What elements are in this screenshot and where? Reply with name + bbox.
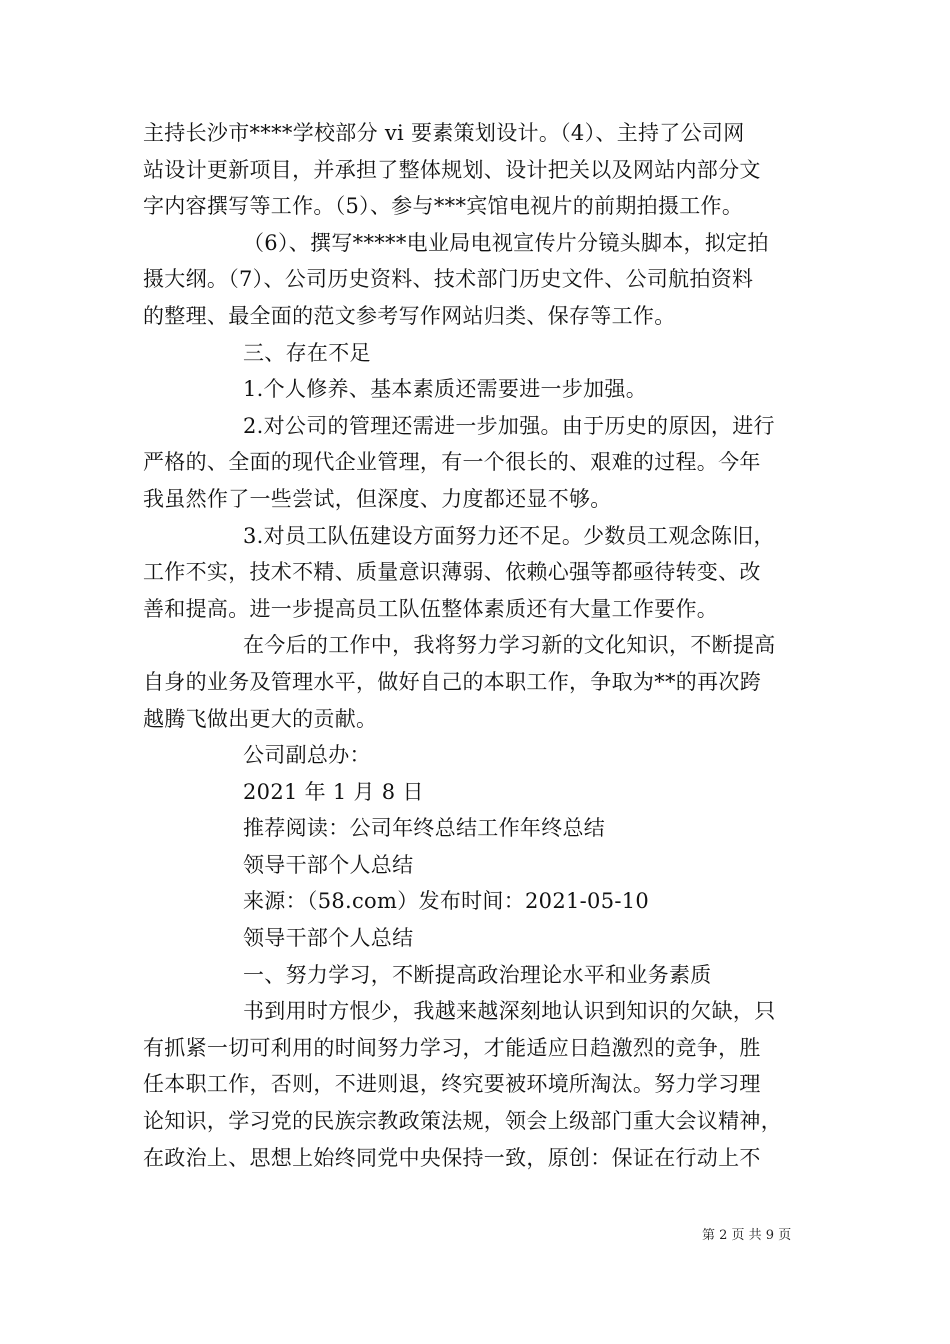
paragraph-line: 来源：（58.com）发布时间：2021-05-10 [243, 889, 650, 914]
paragraph-line: 越腾飞做出更大的贡献。 [143, 706, 378, 731]
paragraph-line: 善和提高。进一步提高员工队伍整体素质还有大量工作要作。 [143, 596, 719, 621]
paragraph-line: 领导干部个人总结 [243, 926, 414, 951]
paragraph-line: 在政治上、思想上始终同党中央保持一致，原创：保证在行动上不 [143, 1145, 761, 1170]
paragraph-line: 公司副总办： [243, 743, 371, 768]
paragraph-line: 有抓紧一切可利用的时间努力学习，才能适应日趋激烈的竞争，胜 [143, 1035, 761, 1060]
document-body [143, 115, 815, 1176]
paragraph-line: 的整理、最全面的范文参考写作网站归类、保存等工作。 [143, 303, 676, 328]
paragraph-line: 3.对员工队伍建设方面努力还不足。少数员工观念陈旧， [243, 523, 775, 548]
paragraph-line: 主持长沙市****学校部分 vi 要素策划设计。（4）、主持了公司网 [143, 121, 745, 145]
paragraph-line: 2.对公司的管理还需进一步加强。由于历史的原因，进行 [243, 413, 775, 438]
paragraph-line: 自身的业务及管理水平，做好自己的本职工作，争取为**的再次跨 [143, 669, 761, 694]
paragraph-line: 我虽然作了一些尝试，但深度、力度都还显不够。 [143, 486, 612, 511]
paragraph-line: 三、存在不足 [243, 340, 371, 365]
paragraph-line: （6）、撰写*****电业局电视宣传片分镜头脚本，拟定拍 [243, 230, 769, 255]
paragraph-line: 严格的、全面的现代企业管理，有一个很长的、艰难的过程。今年 [143, 450, 761, 475]
paragraph-line: 2021 年 1 月 8 日 [243, 779, 424, 804]
page-number-footer: 第 2 页 共 9 页 [702, 1228, 792, 1243]
paragraph-line: 摄大纲。（7）、公司历史资料、技术部门历史文件、公司航拍资料 [143, 267, 754, 292]
paragraph-line: 论知识，学习党的民族宗教政策法规，领会上级部门重大会议精神， [143, 1109, 782, 1134]
paragraph-line: 在今后的工作中，我将努力学习新的文化知识，不断提高 [243, 633, 776, 658]
paragraph-line: 任本职工作，否则，不进则退，终究要被环境所淘汰。努力学习理 [143, 1072, 761, 1097]
paragraph-line: 字内容撰写等工作。（5）、参与***宾馆电视片的前期拍摄工作。 [143, 194, 744, 219]
paragraph-line: 1.个人修养、基本素质还需要进一步加强。 [243, 377, 648, 402]
paragraph-line: 领导干部个人总结 [243, 852, 414, 877]
paragraph-line: 推荐阅读：公司年终总结工作年终总结 [243, 816, 606, 841]
paragraph-line: 一、努力学习，不断提高政治理论水平和业务素质 [243, 962, 712, 987]
paragraph-line: 书到用时方恨少，我越来越深刻地认识到知识的欠缺，只 [243, 999, 776, 1024]
paragraph-line: 工作不实，技术不精、质量意识薄弱、依赖心强等都亟待转变、改 [143, 560, 761, 585]
paragraph-line: 站设计更新项目，并承担了整体规划、设计把关以及网站内部分文 [143, 157, 761, 182]
